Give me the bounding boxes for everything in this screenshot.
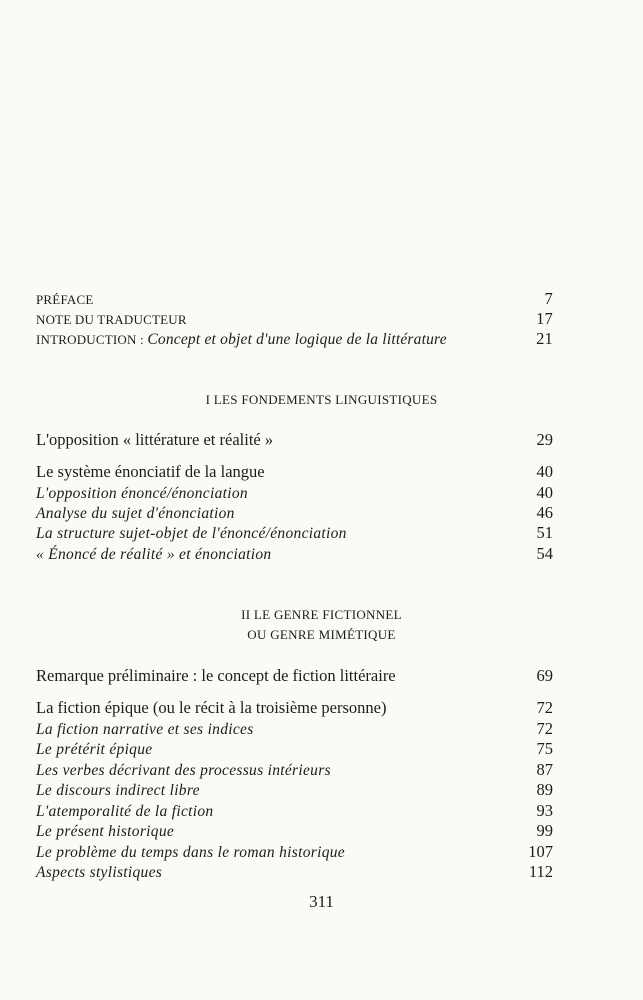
toc-entry (36, 666, 553, 686)
toc-entry-page: 46 (536, 503, 553, 522)
toc-entry-page: 17 (536, 309, 553, 328)
toc-entry-label: Le présent historique (36, 823, 175, 840)
toc-entry-page: 72 (536, 719, 553, 738)
toc-entry-label: L'atemporalité de la fiction (36, 803, 214, 820)
part-heading-line2: OU GENRE MIMÉTIQUE (247, 627, 396, 642)
toc-entry-label-italic: Concept et objet d'une logique de la littérature (147, 331, 447, 348)
toc-entry (36, 523, 553, 543)
toc-entry (36, 430, 553, 450)
toc-entry-note-du-traducteur (36, 309, 553, 329)
toc-entry-label: L'opposition énoncé/énonciation (36, 485, 248, 502)
toc-entry-label: PRÉFACE (36, 292, 94, 307)
toc-entry-page: 54 (536, 544, 553, 563)
part-heading-line1: II LE GENRE FICTIONNEL (241, 607, 402, 622)
toc-entry (36, 739, 553, 759)
toc-entry-page: 89 (536, 780, 553, 799)
toc-entry (36, 842, 553, 862)
toc-entry-page: 93 (536, 801, 553, 820)
toc-entry-page: 87 (536, 760, 553, 779)
toc-entry-label: L'opposition « littérature et réalité » (36, 430, 274, 449)
toc-entry-page: 107 (528, 842, 553, 861)
toc-entry-label-prefix: INTRODUCTION : (36, 332, 148, 347)
toc-entry-page: 75 (536, 739, 553, 758)
toc-entry-label: La structure sujet-objet de l'énoncé/énonciation (36, 525, 347, 542)
toc-entry (36, 698, 553, 718)
toc-entry (36, 862, 553, 882)
toc-entry-label: Le système énonciatif de la langue (36, 462, 265, 481)
toc-entry-page: 40 (536, 483, 553, 502)
toc-entry-label: Analyse du sujet d'énonciation (36, 505, 235, 522)
toc-entry-page: 7 (544, 289, 553, 308)
toc-entry-label: Les verbes décrivant des processus intérieurs (36, 762, 331, 779)
toc-entry-label: Remarque préliminaire : le concept de fiction littéraire (36, 666, 396, 685)
toc-entry (36, 544, 553, 564)
toc-entry-label: « Énoncé de réalité » et énonciation (36, 546, 272, 563)
toc-entry (36, 462, 553, 482)
toc-entry (36, 780, 553, 800)
toc-entry-page: 72 (536, 698, 553, 717)
toc-entry-label: La fiction narrative et ses indices (36, 721, 254, 738)
toc-entry-label: La fiction épique (ou le récit à la troisième personne) (36, 698, 387, 717)
toc-entry (36, 821, 553, 841)
toc-entry (36, 760, 553, 780)
toc-entry-label: Aspects stylistiques (36, 864, 163, 881)
toc-entry-introduction (36, 329, 553, 349)
toc-entry-preface (36, 289, 553, 309)
toc-entry (36, 503, 553, 523)
toc-entry-page: 40 (536, 462, 553, 481)
toc-entry-label: Le problème du temps dans le roman historique (36, 844, 345, 861)
toc-entry (36, 801, 553, 821)
toc-entry-label (36, 331, 447, 349)
toc-entry-label: NOTE DU TRADUCTEUR (36, 312, 187, 327)
toc-entry-page: 21 (536, 329, 553, 348)
toc-entry (36, 483, 553, 503)
toc-entry-page: 112 (528, 862, 553, 881)
part-heading: I LES FONDEMENTS LINGUISTIQUES (205, 392, 438, 407)
toc-entry-page: 51 (536, 523, 553, 542)
toc-entry-label: Le prétérit épique (36, 741, 153, 758)
toc-entry-page: 99 (536, 821, 553, 840)
page-number: 311 (309, 892, 334, 911)
toc-entry-label: Le discours indirect libre (36, 782, 200, 799)
toc-entry-page: 69 (536, 666, 553, 685)
toc-entry-page: 29 (536, 430, 553, 449)
toc-entry (36, 719, 553, 739)
